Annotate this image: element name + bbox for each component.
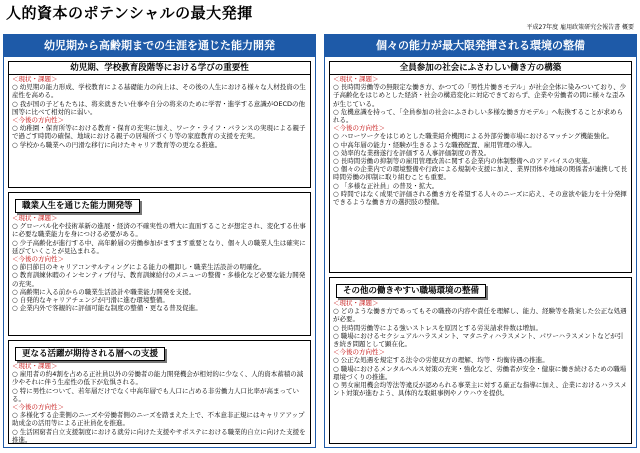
section-workplace-environment (329, 277, 632, 444)
list-item: ○ 効率的な業務遂行を評価する人事評価制度の普及。 (333, 148, 491, 157)
list-item: ○ 長時間労働の抑制等の雇用管理改善に関する企業内の体制整備へのアドバイスの実施。 (333, 157, 595, 166)
list-item: ○ 少子高齢化が進行する中、高年齢層の労働参加がますます重要となり、個々人の職業人生は確実に延びていくことが見込まれる。 (12, 238, 306, 255)
list-item: ○ 雇用者の約4割を占める正社員以外の労働者の能力開発機会が相対的に少なく、人的資本蓄積の減少やそれに伴う生産性の低下が危惧される。 (12, 370, 304, 387)
source-note: 平成27年度 雇用政策研究会報告書 概要 (526, 24, 634, 31)
section-title: 職業人生を通じた能力開発等 (15, 199, 140, 213)
list-item: ○ 我が国の子どもたちは、将来就きたい仕事や自分の将来のために学習・進学する意識がOECDの他国等に比べて相対的に弱い。 (12, 99, 306, 116)
left-column (3, 34, 316, 448)
list-item: ○ 長時間労働等の無限定な働き方、かつての「男性片働きモデル」が社会全体に染みついており、少子高齢化をはじめとした経済・社会の構造変化に対応できておらず、企業や労働者の間に様々な歪みが生じている。 (333, 83, 627, 108)
list-item: ○ 公正な処遇を規定する法令の労使双方の理解、均等・均衡待遇の推進。 (333, 356, 549, 365)
section-title: 更なる活躍が期待される層への支援 (15, 347, 165, 361)
section-support-for-active-groups (8, 340, 311, 444)
list-item: ○ 個々の企業内での環境整備や行政による規制や支援に加え、業界団体や地域の関係者が連携して長時間労働の抑制に取り組むことも重要。 (333, 165, 628, 182)
section-career-development (8, 192, 311, 336)
list-item: ○ 学校から職業への円滑な移行に向けたキャリア教育等の更なる推進。 (12, 140, 222, 149)
list-item: ○ 節目節目のキャリアコンサルティングによる能力の棚卸し・職業生活設計の明確化。 (12, 263, 266, 272)
list-item: ○ 多様化する企業側のニーズや労働者側のニーズを踏まえた上で、不本意非正規にはキャリアアップ助成金の活用等による正社員化を推進。 (12, 411, 305, 428)
section-title: 幼児期、学校教育段階等における学びの重要性 (9, 62, 310, 75)
list-item: ○ 男女雇用機会均等法等違反が認められる事業主に対する厳正な指導に加え、企業におけるハラスメント対策が進むよう、具体的な取組事例やノウハウを提供。 (333, 381, 627, 398)
current-issues-label: ＜現状・課題＞ (333, 75, 379, 83)
list-item: ○ 職場におけるメンタルヘルス対策の充実・強化など、労働者が安全・健康に働き続けるための職場環境づくりの推進。 (333, 364, 627, 381)
list-item: ○ 「多様な正社員」の普及・拡大。 (333, 181, 439, 190)
section-title: 全員参加の社会にふさわしい働き方の構築 (330, 62, 631, 75)
list-item: ○ 自発的なキャリアチェンジが円滑に進む環境整備。 (12, 296, 169, 305)
list-item: ○ 高齢期に入る前からの職業生活設計や職業能力開発を支援。 (12, 287, 196, 296)
future-direction-label: ＜今後の方向性＞ (333, 124, 385, 133)
list-item: ○ 生活困窮者自立支援制度における就労に向けた支援やサポステにおける職業的自立に向けた支援を推進。 (12, 427, 306, 444)
page-title: 人的資本のポテンシャルの最大発揮 (6, 4, 253, 22)
future-direction-label: ＜今後の方向性＞ (12, 255, 64, 264)
section-title: その他の働きやすい職場環境の整備 (336, 284, 486, 298)
list-item: ○ 企業内外で客観的に評価可能な制度の整備・更なる普及促進。 (12, 304, 202, 313)
list-item: ○ グローバル化や技術革新の進展・経済の不確実性の増大に直面することが想定され、変化する仕事に必要な職業能力を身につける必要がある。 (12, 222, 306, 239)
right-column (324, 34, 637, 448)
list-item: ○ 特に男性について、若年層だけでなく中高年層でも人口に占める非労働力人口比率が高まっている。 (12, 386, 299, 403)
future-direction-label: ＜今後の方向性＞ (12, 116, 64, 125)
list-item: ○ 中高年層の能力・経験が生きるような職務配置、雇用管理の導入。 (333, 140, 536, 149)
future-direction-label: ＜今後の方向性＞ (12, 403, 64, 412)
list-item: ○ どのような働き方であってもその職務の内容や責任を理解し、能力、経験等を勘案した公正な処遇が必要。 (333, 307, 627, 324)
current-issues-label: ＜現状・課題＞ (333, 299, 379, 307)
future-direction-label: ＜今後の方向性＞ (333, 348, 385, 357)
list-item: ○ 教育訓練休暇のインセンティブ付与、教育訓練給付のメニューの整備・多様化など必要な能力開発の充実。 (12, 271, 306, 288)
list-item: ○ 職場におけるセクシュアルハラスメント、マタニティハラスメント、パワーハラスメントなどが引き続き問題として顕在化。 (333, 331, 624, 349)
section-inclusive-work-style (329, 61, 632, 273)
right-column-heading: 個々の能力が最大限発揮される環境の整備 (325, 35, 636, 57)
current-issues-label: ＜現状・課題＞ (12, 362, 58, 370)
left-column-heading: 幼児期から高齢期までの生涯を通じた能力開発 (4, 35, 315, 57)
list-item: ○ 危機意識を持って、「全員参加の社会にふさわしい多様な働き方モデル」へ転換することが求められる。 (333, 107, 624, 125)
list-item: ○ 時間ではなく成果で評価される働き方を希望する人々のニーズに応え、その意欲や能力を十分発揮できるような働き方の選択肢の整備。 (333, 189, 627, 207)
current-issues-label: ＜現状・課題＞ (12, 214, 58, 222)
list-item: ○ 長時間労働等による強いストレスを原因とする労災請求件数は増加。 (333, 323, 543, 332)
list-item: ○ 幼稚園・保育所等における教育・保育の充実に加え、ワーク・ライフ・バランスの実現による親子で過ごす時間の確保、地域における親子の居場所づくり等の家庭教育の支援を充実。 (12, 124, 306, 141)
list-item: ○ 幼児期の能力形成、学校教育による基礎能力の向上は、その後の人生における様々な人材投資の生産性を高める。 (12, 83, 306, 100)
list-item: ○ ハローワークをはじめとした職業紹介機関による外部労働市場におけるマッチング機能強化。 (333, 132, 614, 141)
current-issues-label: ＜現状・課題＞ (12, 75, 58, 83)
section-early-education (8, 61, 311, 188)
